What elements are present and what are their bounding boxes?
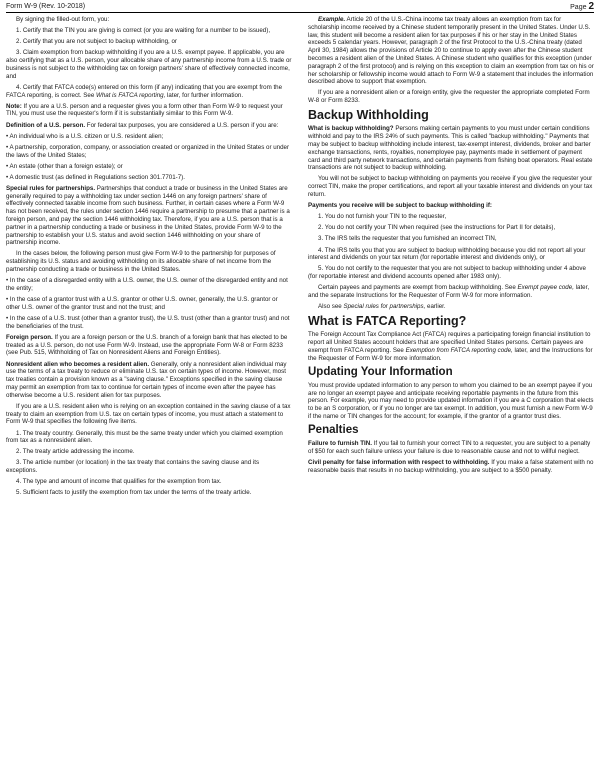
text: later, for further information. xyxy=(165,91,244,99)
numbered-item: 3. The IRS tells the requester that you furnished an incorrect TIN, xyxy=(318,235,497,243)
subheading xyxy=(308,202,594,210)
run-in-heading: Special rules for partnerships. xyxy=(6,184,96,192)
run-in-heading: Nonresident alien who becomes a resident alien. xyxy=(6,360,150,368)
text: Certain payees and payments are exempt from backup withholding. See xyxy=(318,284,518,292)
form-revision: (Rev. 10-2018) xyxy=(36,3,86,10)
run-in-heading: Note: xyxy=(6,102,22,110)
form-identifier xyxy=(6,2,85,12)
text: Persons making certain payments to you must under certain conditions withhold and pay to the IRS 24% of such payments. This is called "backup withholding." Payments that may be subject to backup withholding include interest, tax-exempt interest, dividends, broker and barter exchange transactions, rents, royalties, nonemployee pay, payments made in settlement of payment card and third party network transactions, and certain payments from fishing boat operators. Real estate transactions are not subject to backup withholding. xyxy=(308,125,593,172)
text: The Foreign Account Tax Compliance Act (FATCA) requires a participating foreign financial institution to report all United States account holders that are specified United States persons. Certain payees are exempt from FATCA reporting. See xyxy=(308,331,591,354)
run-in-heading: Civil penalty for false information with respect to withholding. xyxy=(308,458,490,466)
section-heading-penalties: Penalties xyxy=(308,424,359,437)
paragraph xyxy=(308,284,594,300)
paragraph xyxy=(308,303,594,311)
paragraph: 2. Certify that you are not subject to backup withholding, or xyxy=(16,38,177,46)
text: Also see xyxy=(318,303,344,311)
numbered-item: 1. You do not furnish your TIN to the requester, xyxy=(318,213,447,221)
header-rule xyxy=(6,12,594,13)
paragraph: 1. Certify that the TIN you are giving is correct (or you are waiting for a number to be issued), xyxy=(16,27,271,35)
cross-reference: Exempt payee code, xyxy=(517,284,574,292)
run-in-heading: What is backup withholding? xyxy=(308,125,394,133)
paragraph xyxy=(308,125,594,172)
nonresident-alien-paragraph xyxy=(6,361,292,400)
cross-reference: Exemption from FATCA reporting code, xyxy=(405,346,513,354)
paragraph xyxy=(308,440,594,456)
bullet-item: • An individual who is a U.S. citizen or U.S. resident alien; xyxy=(6,132,164,140)
bullet-item: • In the case of a grantor trust with a U.S. grantor or other U.S. owner, generally, the U.S. grantor or other U.S. owner of the grantor trust and not the trust; and xyxy=(6,296,278,311)
text: Generally, only a nonresident alien individual may use the terms of a tax treaty to reduce or eliminate U.S. tax on certain types of income. However, most tax treaties contain a provision known as a "saving clause." Exceptions specified in the saving clause may permit an exemption from tax to continue for certain types of income even after the payee has otherwise become a U.S. resident alien for tax purposes. xyxy=(6,360,287,399)
numbered-item: 4. The IRS tells you that you are subject to backup withholding because you did not report all your interest and dividends on your tax return (for reportable interest and dividends only), or xyxy=(308,246,586,262)
section-heading-backup-withholding: Backup Withholding xyxy=(308,108,429,123)
text: If you are a U.S. person and a requester gives you a form other than Form W-9 to request your TIN, you must use the requester's form if it is substantially similar to this Form W-9. xyxy=(6,102,283,118)
note-paragraph xyxy=(6,103,292,119)
definition-paragraph xyxy=(6,122,292,130)
paragraph xyxy=(308,331,594,362)
foreign-person-paragraph xyxy=(6,334,292,357)
bullet-item: • An estate (other than a foreign estate); or xyxy=(6,162,123,170)
text: 4. Certify that FATCA code(s) entered on this form (if any) indicating that you are exempt from the FATCA reporting, is correct. See xyxy=(6,83,283,99)
paragraph: If you are a nonresident alien or a foreign entity, give the requester the appropriate completed Form W-8 or Form 8233. xyxy=(308,89,590,105)
paragraph: In the cases below, the following person must give Form W-9 to the partnership for purposes of establishing its U.S. status and avoiding withholding on its allocable share of net income from the partnership conducting a trade or business in the United States. xyxy=(6,250,276,274)
paragraph xyxy=(6,84,292,100)
numbered-item: 2. The treaty article addressing the income. xyxy=(16,448,135,456)
text: earlier. xyxy=(425,303,446,311)
text: If you are a foreign person or the U.S. branch of a foreign bank that has elected to be treated as a U.S. person, do not use Form W-9. Instead, use the appropriate Form W-8 or Form 8233 (see Pub. 515, Withholding of Tax on Nonresident Aliens and Foreign Entities). xyxy=(6,333,288,357)
section-heading-fatca: What is FATCA Reporting? xyxy=(308,314,467,329)
bullet-item: • A domestic trust (as defined in Regulations section 301.7701-7). xyxy=(6,173,185,181)
numbered-item: 4. The type and amount of income that qualifies for the exemption from tax. xyxy=(16,478,222,486)
text: Partnerships that conduct a trade or business in the United States are generally required to pay a withholding tax under section 1446 on any foreign partners' share of effectively connected taxable income from such business. Further, in certain cases where a Form W-9 has not been received, the rules under section 1446 require a partnership to presume that a partner is a foreign person, and pay the section 1446 withholding tax. Therefore, if you are a U.S. person that is a partner in a partnership conducting a trade or business in the United States, provide Form W-9 to the partnership to establish your U.S. status and avoid section 1446 withholding on your share of partnership income. xyxy=(6,184,290,247)
text: If you make a false statement with no reasonable basis that results in no backup withholding, you are subject to a $500 penalty. xyxy=(308,458,594,474)
example-paragraph xyxy=(308,16,594,86)
section-heading-updating: Updating Your Information xyxy=(308,365,453,378)
numbered-item: 1. The treaty country. Generally, this must be the same treaty under which you claimed exemption from tax as a nonresident alien. xyxy=(6,429,283,445)
bullet-item: • A partnership, corporation, company, or association created or organized in the United States or under the laws of the United States; xyxy=(6,143,290,159)
bullet-item: • In the case of a disregarded entity with a U.S. owner, the U.S. owner of the disregarded entity and not the entity; xyxy=(6,277,288,292)
numbered-item: 2. You do not certify your TIN when required (see the instructions for Part II for details), xyxy=(318,224,556,232)
page-label: Page xyxy=(570,4,589,11)
text: later, and the separate Instructions for the Requester of Form W-9 for more information. xyxy=(308,284,590,300)
left-column xyxy=(6,16,292,501)
text: If you fail to furnish your correct TIN to a requester, you are subject to a penalty of $50 for each such failure unless your failure is due to reasonable cause and not to willful neglect. xyxy=(308,440,591,455)
special-rules-paragraph xyxy=(6,185,292,247)
bullet-item: • In the case of a U.S. trust (other than a grantor trust), the U.S. trust (other than a grantor trust) and not the beneficiaries of the trust. xyxy=(6,314,290,330)
numbered-item: 5. You do not certify to the requester that you are not subject to backup withholding under 4 above (for reportable interest and dividend accounts opened after 1983 only). xyxy=(308,265,586,281)
cross-reference: Special rules for partnerships, xyxy=(343,303,426,311)
cross-reference: What is FATCA reporting, xyxy=(95,91,166,99)
paragraph: 3. Claim exemption from backup withholding if you are a U.S. exempt payee. If applicable, you are also certifying that as a U.S. person, your allocable share of any partnership income from a U.S. trade or business is not subject to the withholding tax on foreign partners' share of effectively connected income, and xyxy=(6,49,292,80)
text: later, and the Instructions for the Requester of Form W-9 for more information. xyxy=(308,346,593,362)
run-in-heading: Payments you receive will be subject to backup withholding if: xyxy=(308,202,492,210)
text: For federal tax purposes, you are considered a U.S. person if you are: xyxy=(85,121,279,129)
run-in-heading: Failure to furnish TIN. xyxy=(308,440,372,448)
numbered-item: 5. Sufficient facts to justify the exemption from tax under the terms of the treaty article. xyxy=(16,489,252,497)
run-in-heading: Example. xyxy=(318,16,346,23)
paragraph: By signing the filled-out form, you: xyxy=(16,16,110,23)
page-header xyxy=(6,2,594,12)
paragraph xyxy=(308,459,594,475)
page-number-value: 2 xyxy=(588,1,594,12)
run-in-heading: Foreign person. xyxy=(6,333,53,341)
paragraph: If you are a U.S. resident alien who is relying on an exception contained in the saving clause of a tax treaty to claim an exemption from U.S. tax on certain types of income, you must attach a statement to Form W-9 that specifies the following five items. xyxy=(6,402,291,426)
form-name: Form W-9 xyxy=(6,3,37,10)
numbered-item: 3. The article number (or location) in the tax treaty that contains the saving clause and its exceptions. xyxy=(6,459,260,475)
paragraph: You will not be subject to backup withholding on payments you receive if you give the requester your correct TIN, make the proper certifications, and report all your taxable interest and dividends on your tax return. xyxy=(308,175,593,199)
paragraph: You must provide updated information to any person to whom you claimed to be an exempt payee if you are no longer an exempt payee and anticipate receiving reportable payments in the future from this person. For example, you may need to provide updated information if you are a C corporation that elects to be an S corporation, or if you no longer are tax exempt. In addition, you must furnish a new Form W-9 if the name or TIN changes for the account; for example, if the grantor of a grantor trust dies. xyxy=(308,381,594,420)
run-in-heading: Definition of a U.S. person. xyxy=(6,121,86,129)
right-column xyxy=(308,16,594,478)
text: Article 20 of the U.S.-China income tax treaty allows an exemption from tax for scholarship income received by a Chinese student temporarily present in the United States. Under U.S. law, this student will become a resident alien for tax purposes if his or her stay in the United States exceeds 5 calendar years. However, paragraph 2 of the first Protocol to the U.S.-China treaty (dated April 30, 1984) allows the provisions of Article 20 to continue to apply even after the Chinese student becomes a resident alien of the United States. A Chinese student who qualifies for this exception (under paragraph 2 of the first protocol) and is relying on this exception to claim an exemption from tax on his or her scholarship or fellowship income would attach to Form W-9 a statement that includes the information described above to support that exemption. xyxy=(308,16,594,86)
